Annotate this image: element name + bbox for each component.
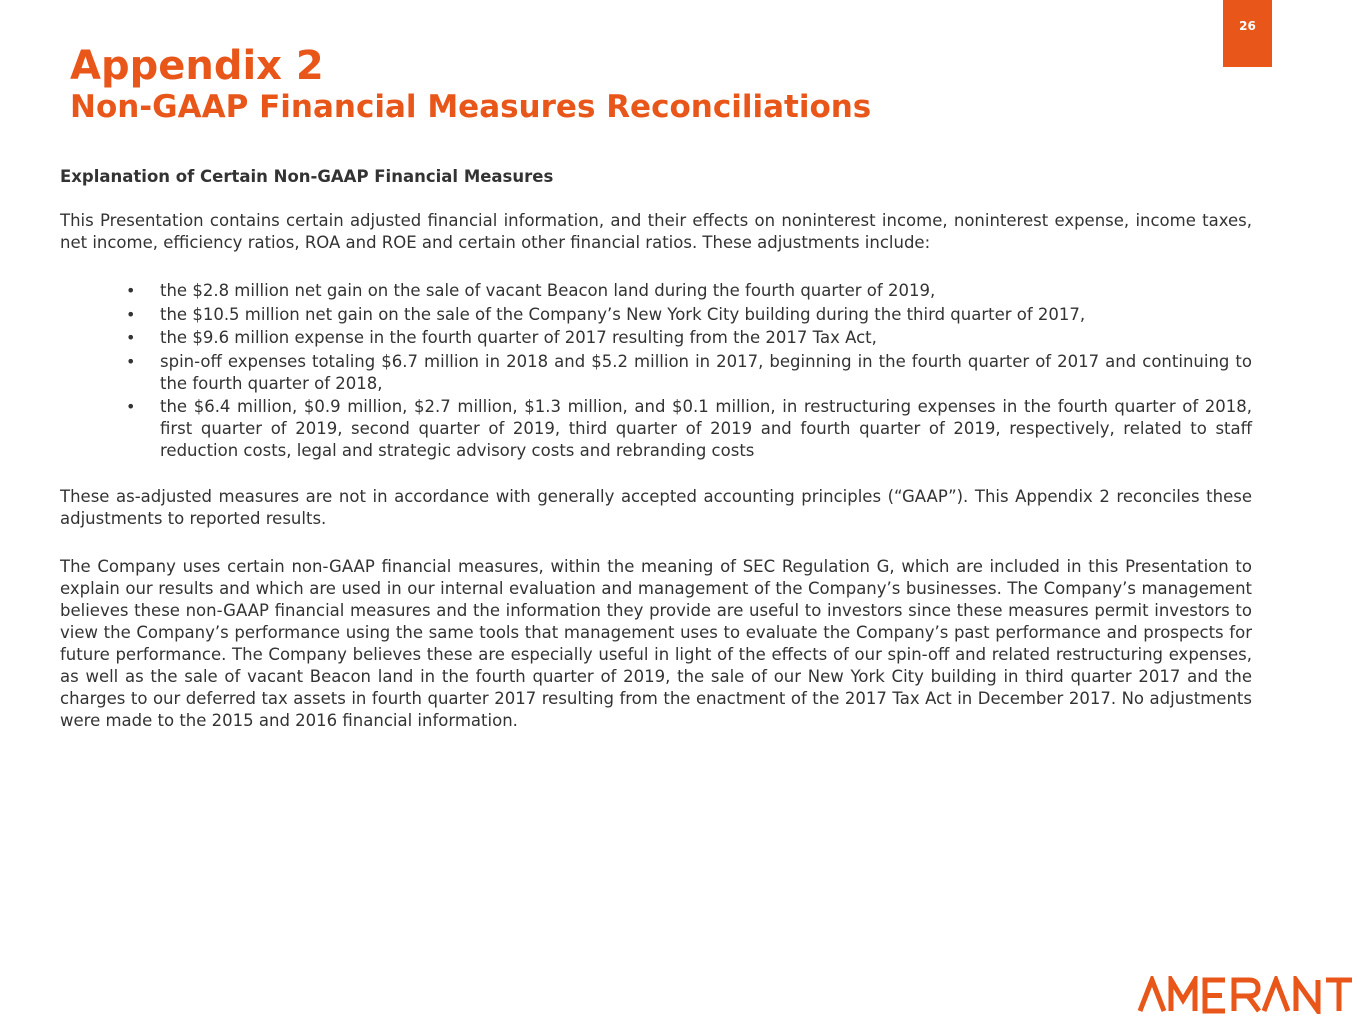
gaap-paragraph: These as-adjusted measures are not in accordance with generally accepted accounting principles (“GAAP”). This Appendix 2 reconciles these adjustments to reported results. [60, 487, 1252, 528]
list-item [60, 396, 1252, 462]
bullet-icon: • [126, 328, 136, 347]
list-item-text: the $9.6 million expense in the fourth quarter of 2017 resulting from the 2017 Tax Act, [160, 328, 877, 347]
list-item-text: the $2.8 million net gain on the sale of vacant Beacon land during the fourth quarter of 2019, [160, 281, 936, 300]
list-item [60, 304, 1252, 326]
page-subtitle: Non-GAAP Financial Measures Reconciliations [70, 89, 872, 125]
bullet-icon: • [126, 304, 136, 324]
list-item-text: spin-off expenses totaling $6.7 million in 2018 and $5.2 million in 2017, beginning in the fourth quarter of 2017 and continuing to the fourth quarter of 2018, [160, 351, 1252, 393]
list-item [60, 280, 1252, 302]
bullet-icon: • [126, 397, 136, 416]
list-item-text: the $6.4 million, $0.9 million, $2.7 million, $1.3 million, and $0.1 million, in restructuring expenses in the fourth quarter of 2018, first quarter of 2019, second quarter of 2019, third quarter of 2019 and fourth quarter of 2019, respectively, related to staff reduction costs, legal and strategic advisory costs and rebranding costs [160, 397, 1252, 460]
list-item [60, 327, 1252, 349]
page-number-badge [1223, 0, 1272, 67]
list-item-text: the $10.5 million net gain on the sale of the Company’s New York City building during the third quarter of 2017, [160, 304, 1086, 324]
bullet-icon: • [126, 281, 136, 300]
list-item [60, 351, 1252, 395]
amerant-logo [1137, 976, 1355, 1014]
adjustments-list [60, 280, 1252, 462]
page-title: Appendix 2 [70, 43, 324, 89]
page-number: 26 [1239, 19, 1256, 33]
content-body [60, 166, 1252, 732]
usage-paragraph: The Company uses certain non-GAAP financial measures, within the meaning of SEC Regulation G, which are included in this Presentation to explain our results and which are used in our internal evaluation and management of the Company’s businesses. The Company’s management believes these non-GAAP financial measures and the information they provide are useful to investors since these measures permit investors to view the Company’s performance using the same tools that management uses to evaluate the Company’s past performance and prospects for future performance. The Company believes these are especially useful in light of the effects of our spin-off and related restructuring expenses, as well as the sale of vacant Beacon land in the fourth quarter of 2019, the sale of our New York City building in third quarter 2017 and the charges to our deferred tax assets in fourth quarter 2017 resulting from the enactment of the 2017 Tax Act in December 2017. No adjustments were made to the 2015 and 2016 financial information. [60, 557, 1252, 730]
intro-paragraph: This Presentation contains certain adjusted financial information, and their effects on noninterest income, noninterest expense, income taxes, net income, efficiency ratios, ROA and ROE and certain other financial ratios. These adjustments include: [60, 211, 1252, 252]
section-heading: Explanation of Certain Non-GAAP Financial Measures [60, 167, 554, 186]
bullet-icon: • [126, 351, 136, 371]
